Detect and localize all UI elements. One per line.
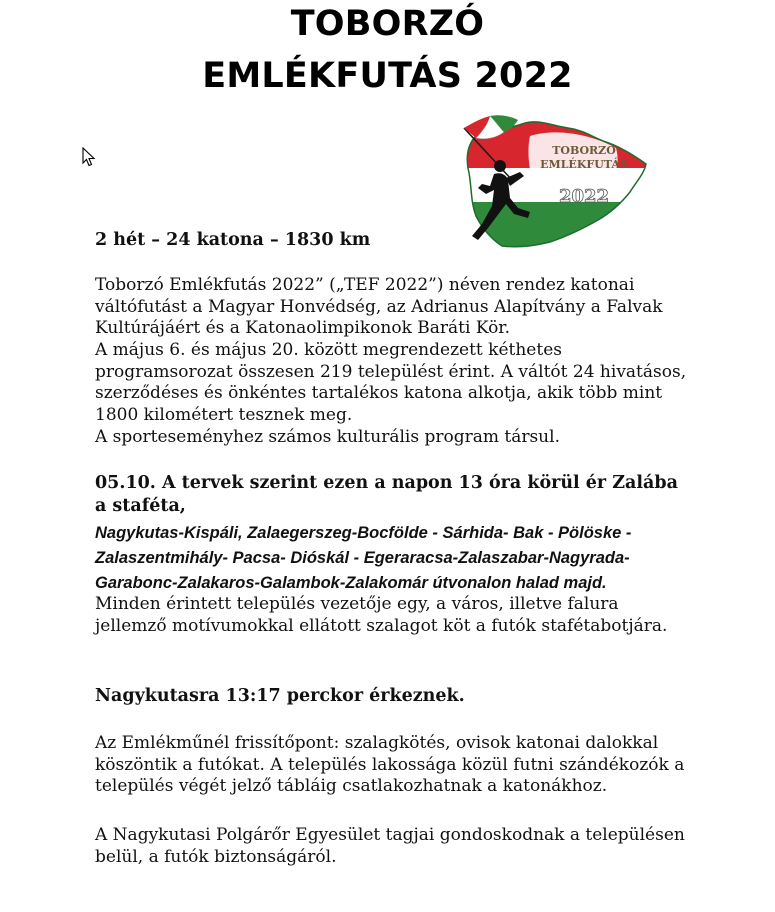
logo-year: 2022 (558, 186, 610, 207)
logo-text-line-2: EMLÉKFUTÁS (540, 158, 628, 171)
logo-text-line-1: TOBORZÓ (552, 144, 616, 157)
route-description: Nagykutas-Kispáli, Zalaegerszeg-Bocfölde - Sárhida- Bak - Pölöske - Zalaszentmihály- Pacsa- Dióskál - Egeraracsa-Zalaszabar-Nagyrada-Garabonc-Zalakaros-Galambok-Zalakomár útvonalon halad majd. (95, 524, 632, 592)
closing-paragraph-2: A Nagykutasi Polgárőr Egyesület tagjai gondoskodnak a településen belül, a futók biztonságáról. (95, 825, 685, 867)
intro-paragraph-3: A sporteseményhez számos kulturális program társul. (95, 427, 560, 447)
page-title-line-2: EMLÉKFUTÁS 2022 (202, 56, 573, 96)
intro-paragraph-1: Toborzó Emlékfutás 2022” („TEF 2022”) néven rendez katonai váltófutást a Magyar Honvédség, az Adrianus Alapítvány a Falvak Kultúrájáért és a Katonaolimpikonok Baráti Kör. (95, 275, 663, 338)
mouse-cursor-icon (82, 147, 96, 167)
headline: 2 hét – 24 katona – 1830 km (95, 230, 371, 250)
ribbon-paragraph: Minden érintett település vezetője egy, a város, illetve falura jellemző motívumokkal ellátott szalagot köt a futók stafétabotjára. (95, 594, 668, 636)
arrival-time: Nagykutasra 13:17 perckor érkeznek. (95, 686, 465, 706)
schedule-heading: 05.10. A tervek szerint ezen a napon 13 óra körül ér Zalába a staféta, (95, 473, 678, 516)
page-title-line-1: TOBORZÓ (290, 4, 485, 44)
intro-paragraph-2: A május 6. és május 20. között megrendezett kéthetes programsorozat összesen 219 települést érint. A váltót 24 hivatásos, szerződéses és önkéntes tartalékos katona alkotja, akik több mint 1800 kilométert tesznek meg. (95, 340, 687, 425)
closing-paragraph-1: Az Emlékműnél frissítőpont: szalagkötés, ovisok katonai dalokkal köszöntik a futókat. A település lakossága közül futni szándékozók a település végét jelző tábláig csatlakozhatnak a katonákhoz. (95, 733, 685, 796)
